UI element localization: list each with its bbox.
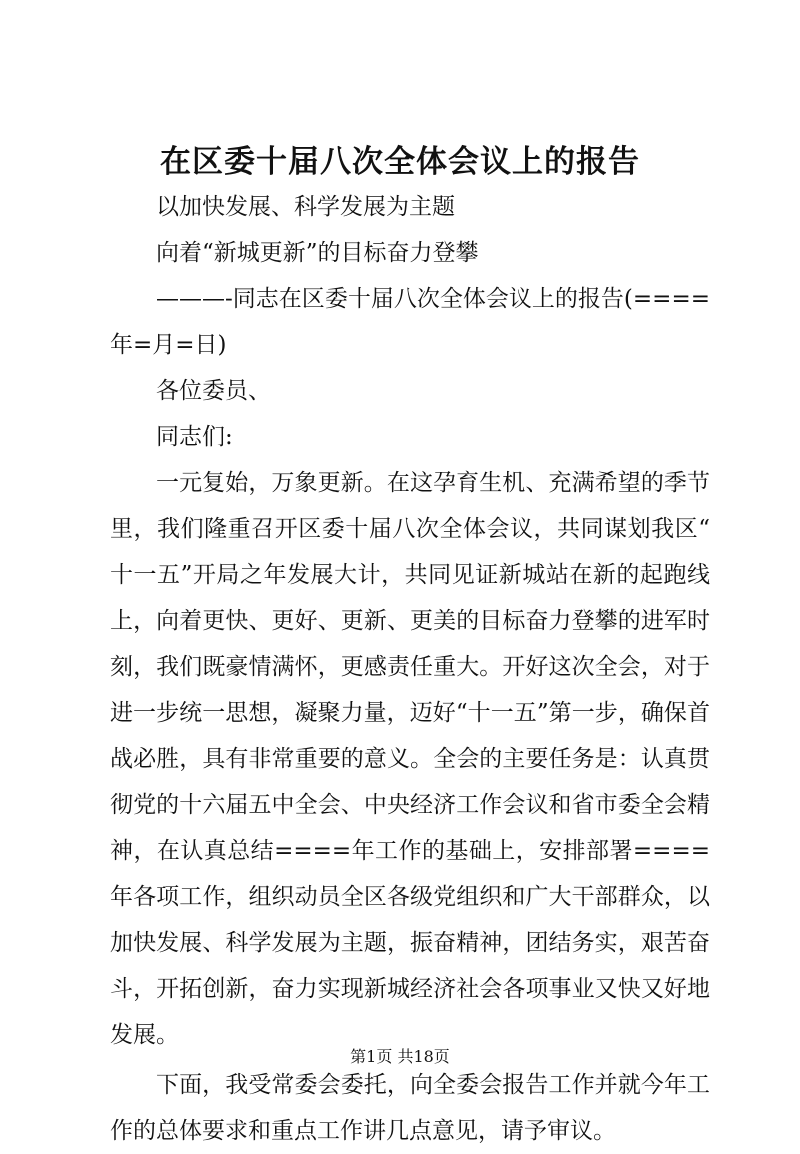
salutation: 各位委员、 bbox=[156, 378, 271, 404]
subtitle-line: 以加快发展、科学发展为主题 bbox=[156, 194, 455, 220]
document-body bbox=[110, 184, 710, 1154]
document-title: 在区委十届八次全体会议上的报告 bbox=[160, 144, 640, 180]
speaker-attribution: ———-同志在区委十届八次全体会议上的报告(====年=月=日) bbox=[110, 286, 710, 358]
body-paragraph: 下面，我受常委会委托，向全委会报告工作并就今年工作的总体要求和重点工作讲几点意见，请予审议。 bbox=[110, 1072, 710, 1144]
body-paragraph: 一元复始，万象更新。在这孕育生机、充满希望的季节里，我们隆重召开区委十届八次全体会议，共同谋划我区“十一五”开局之年发展大计，共同见证新城站在新的起跑线上，向着更快、更好、更新、更美的目标奋力登攀的进军时刻，我们既豪情满怀，更感责任重大。开好这次全会，对于进一步统一思想，凝聚力量，迈好“十一五”第一步，确保首战必胜，具有非常重要的意义。全会的主要任务是：认真贯彻党的十六届五中全会、中央经济工作会议和省市委全会精神，在认真总结====年工作的基础上，安排部署====年各项工作，组织动员全区各级党组织和广大干部群众，以加快发展、科学发展为主题，振奋精神，团结务实，艰苦奋斗，开拓创新，奋力实现新城经济社会各项事业又快又好地发展。 bbox=[110, 470, 710, 1048]
salutation: 同志们: bbox=[156, 424, 233, 450]
page-number: 第1页 共18页 bbox=[350, 1047, 450, 1066]
subtitle-line: 向着“新城更新”的目标奋力登攀 bbox=[156, 240, 479, 266]
